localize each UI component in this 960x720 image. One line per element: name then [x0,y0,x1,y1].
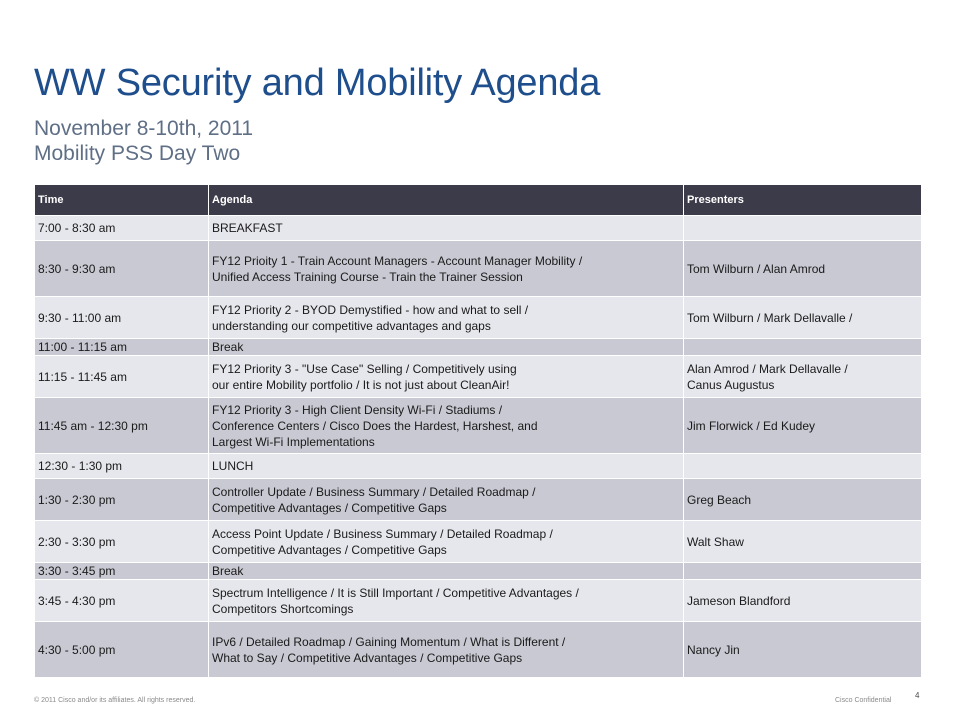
agenda-cell [209,339,684,356]
agenda-cell [209,454,684,479]
time-cell: 11:15 - 11:45 am [35,356,209,398]
presenters-cell [684,356,922,398]
agenda-cell [209,580,684,622]
table-row [35,580,922,622]
agenda-line: FY12 Priority 3 - High Client Density Wi-Fi / Stadiums / [212,402,503,417]
agenda-line: Competitive Advantages / Competitive Gaps [212,542,447,557]
time-cell: 3:30 - 3:45 pm [35,563,209,580]
agenda-cell [209,216,684,241]
time-cell: 3:45 - 4:30 pm [35,580,209,622]
presenter-line: Tom Wilburn / Mark Dellavalle / [687,310,853,325]
agenda-line: IPv6 / Detailed Roadmap / Gaining Momentum / What is Different / [212,634,566,649]
time-cell: 11:45 am - 12:30 pm [35,398,209,454]
agenda-line: Conference Centers / Cisco Does the Hardest, Harshest, and [212,418,538,433]
table-row [35,216,922,241]
presenter-line: Nancy Jin [687,642,740,657]
subtitle-date: November 8-10th, 2011 [34,117,254,140]
agenda-line: Unified Access Training Course - Train the Trainer Session [212,269,523,284]
page-number: 4 [915,691,920,700]
agenda-cell [209,479,684,521]
time-cell: 1:30 - 2:30 pm [35,479,209,521]
presenters-cell [684,479,922,521]
table-row [35,454,922,479]
presenters-cell [684,216,922,241]
time-cell: 4:30 - 5:00 pm [35,622,209,678]
table-row [35,622,922,678]
presenter-line: Walt Shaw [687,534,744,549]
presenter-line: Tom Wilburn / Alan Amrod [687,261,826,276]
agenda-cell [209,622,684,678]
agenda-line: FY12 Priority 2 - BYOD Demystified - how and what to sell / [212,302,529,317]
agenda-line: BREAKFAST [212,221,283,235]
agenda-line: Largest Wi-Fi Implementations [212,434,375,449]
time-cell: 7:00 - 8:30 am [35,216,209,241]
presenters-cell [684,241,922,297]
agenda-line: Competitors Shortcomings [212,601,354,616]
header-agenda: Agenda [209,185,684,216]
agenda-cell [209,356,684,398]
table-row [35,479,922,521]
time-cell: 11:00 - 11:15 am [35,339,209,356]
agenda-cell [209,241,684,297]
agenda-line: Break [212,340,244,354]
presenters-cell [684,454,922,479]
agenda-cell [209,563,684,580]
presenters-cell [684,521,922,563]
agenda-line: Spectrum Intelligence / It is Still Important / Competitive Advantages / [212,585,579,600]
presenters-cell [684,622,922,678]
agenda-line: understanding our competitive advantages and gaps [212,318,491,333]
agenda-line: Access Point Update / Business Summary / Detailed Roadmap / [212,526,553,541]
time-cell: 12:30 - 1:30 pm [35,454,209,479]
presenters-cell [684,580,922,622]
presenter-line: Jameson Blandford [687,593,791,608]
subtitle-day: Mobility PSS Day Two [34,142,241,165]
agenda-line: our entire Mobility portfolio / It is not just about CleanAir! [212,377,510,392]
confidential-footer: Cisco Confidential [835,697,892,704]
agenda-line: Competitive Advantages / Competitive Gaps [212,500,447,515]
table-row [35,398,922,454]
header-time: Time [35,185,209,216]
presenters-cell [684,563,922,580]
agenda-cell [209,398,684,454]
table-row [35,241,922,297]
table-row [35,356,922,398]
time-cell: 8:30 - 9:30 am [35,241,209,297]
agenda-line: What to Say / Competitive Advantages / Competitive Gaps [212,650,523,665]
table-row [35,563,922,580]
presenter-line: Alan Amrod / Mark Dellavalle / [687,361,848,376]
table-row [35,521,922,563]
time-cell: 9:30 - 11:00 am [35,297,209,339]
table-row [35,297,922,339]
copyright-footer: © 2011 Cisco and/or its affiliates. All rights reserved. [34,697,196,704]
slide-title: WW Security and Mobility Agenda [34,62,601,104]
agenda-line: Break [212,564,244,578]
presenter-line: Greg Beach [687,492,752,507]
slide-subtitle [34,116,253,166]
header-presenters: Presenters [684,185,922,216]
presenters-cell [684,339,922,356]
agenda-line: FY12 Priority 3 - "Use Case" Selling / Competitively using [212,361,517,376]
presenter-line: Jim Florwick / Ed Kudey [687,418,816,433]
agenda-table [34,184,922,678]
agenda-cell [209,297,684,339]
table-header-row [35,185,922,216]
agenda-line: Controller Update / Business Summary / Detailed Roadmap / [212,484,536,499]
table-row [35,339,922,356]
time-cell: 2:30 - 3:30 pm [35,521,209,563]
presenter-line: Canus Augustus [687,377,775,392]
agenda-cell [209,521,684,563]
presenters-cell [684,297,922,339]
agenda-table-body [35,216,922,678]
presenters-cell [684,398,922,454]
agenda-line: FY12 Prioity 1 - Train Account Managers - Account Manager Mobility / [212,253,583,268]
agenda-line: LUNCH [212,459,254,473]
